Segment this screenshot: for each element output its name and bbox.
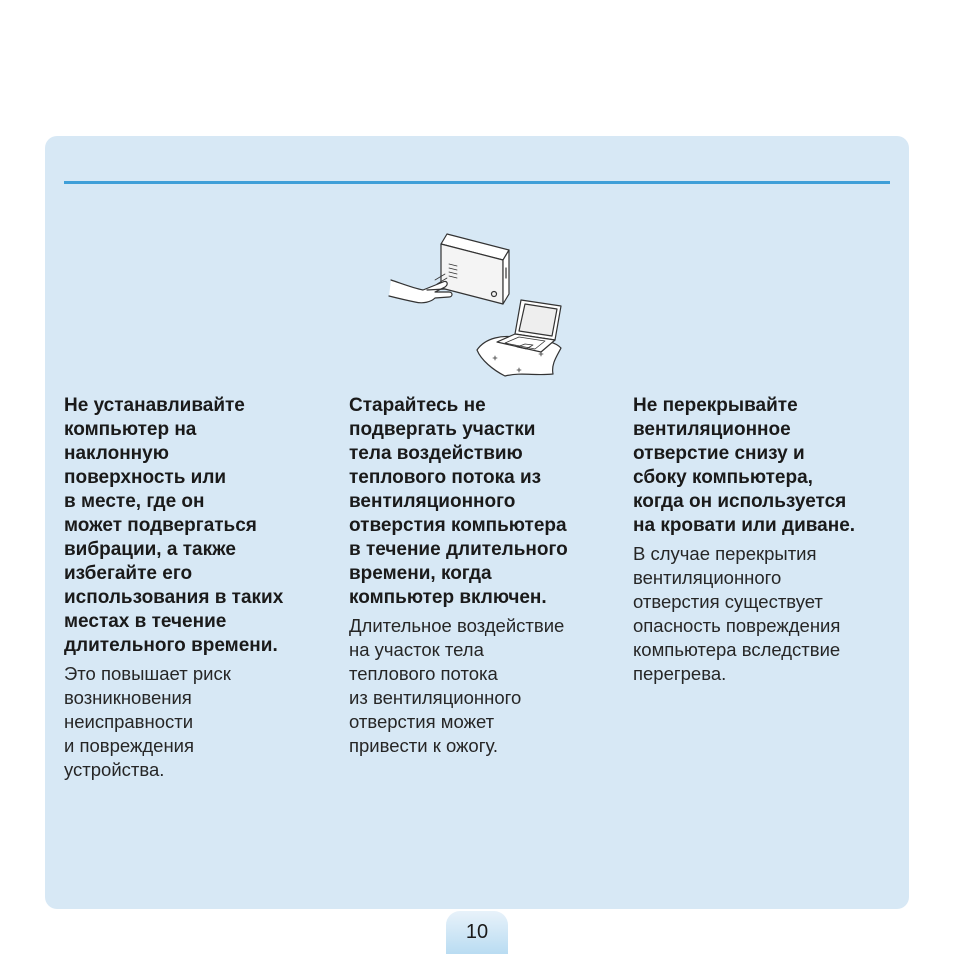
column-heat-exposure <box>349 394 611 758</box>
column-tilted-surface <box>64 394 326 782</box>
header-rule <box>64 181 890 184</box>
hand-icon <box>389 280 452 303</box>
content-panel <box>45 136 909 909</box>
ventilation-warning-illustration <box>385 230 565 380</box>
column-heading: Не устанавливайте компьютер на наклонную поверхность или в месте, где он может подвергаться вибрации, а также избегайте его использования в таких местах в течение длительного времени. <box>64 395 284 656</box>
column-body: В случае перекрытия вентиляционного отверстия существует опасность повреждения компьютера вследствие перегрева. <box>633 543 841 684</box>
column-heading: Не перекрывайте вентиляционное отверстие снизу и сбоку компьютера, когда он используется на кровати или диване. <box>633 395 856 536</box>
column-heading: Старайтесь не подвергать участки тела воздействию теплового потока из вентиляционного отверстия компьютера в течение длительного времени, когда компьютер включен. <box>349 395 568 608</box>
column-body: Это повышает риск возникновения неисправности и повреждения устройства. <box>64 663 231 780</box>
page-number: 10 <box>446 911 508 954</box>
column-body: Длительное воздействие на участок тела теплового потока из вентиляционного отверстия может привести к ожогу. <box>349 615 565 756</box>
column-blocked-vent <box>633 394 895 686</box>
